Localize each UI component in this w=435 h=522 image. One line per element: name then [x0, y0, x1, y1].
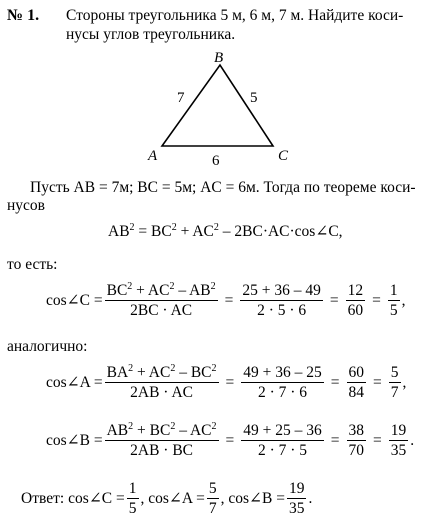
law-of-cosines: $AB^2 = BC^2 + AC^2$ – 2BC·AC·cos∠C,: [108, 222, 343, 240]
problem-number: № 1.: [7, 7, 40, 24]
formula-cos-a: cos∠A = $\frac{BA^2 + AC^2 - BC^2}{2AB \cdot AC}$ = $\frac{49 + 36 - 25}{2 \cdot 7 \cdot 6}$ = $\frac{60}{84}$ = $\frac{5}{7}$ ,: [46, 363, 407, 401]
solution-intro-1: Пусть AB = 7м; BC = 5м; AC = 6м. Тогда по теореме коси-: [30, 179, 416, 196]
solution-intro-2: нусов: [7, 197, 45, 214]
that-is-label: то есть:: [7, 256, 58, 273]
similarly-label: аналогично:: [7, 338, 88, 355]
side-bc-label: 5: [250, 90, 258, 106]
vertex-a-label: A: [148, 148, 158, 164]
answer-line: Ответ: cos∠C = $\frac{1}{5}$ , cos∠A = $\frac{5}{7}$ , cos∠B = $\frac{19}{35}$ .: [21, 480, 313, 517]
vertex-b-label: B: [214, 50, 224, 66]
formula-cos-c: cos∠C = $\frac{BC^2 + AC^2 - AB^2}{2BC \cdot AC}$ = $\frac{25 + 36 - 49}{2 \cdot 5 \cdot 6}$ = $\frac{12}{60}$ = $\frac{1}{5}$ ,: [46, 281, 406, 319]
problem-line-1: Стороны треугольника 5 м, 6 м, 7 м. Найдите коси-: [66, 7, 404, 24]
formula-cos-b: cos∠B = $\frac{AB^2 + BC^2 - AC^2}{2AB \cdot BC}$ = $\frac{49 + 25 - 36}{2 \cdot 7 \cdot 5}$ = $\frac{38}{70}$ = $\frac{19}{35}$ .: [46, 421, 415, 459]
triangle-diagram: [140, 48, 300, 173]
vertex-c-label: C: [278, 148, 289, 164]
side-ac-label: 6: [212, 153, 220, 169]
side-ab-label: 7: [177, 90, 185, 106]
problem-line-2: нусы углов треугольника.: [66, 26, 236, 43]
